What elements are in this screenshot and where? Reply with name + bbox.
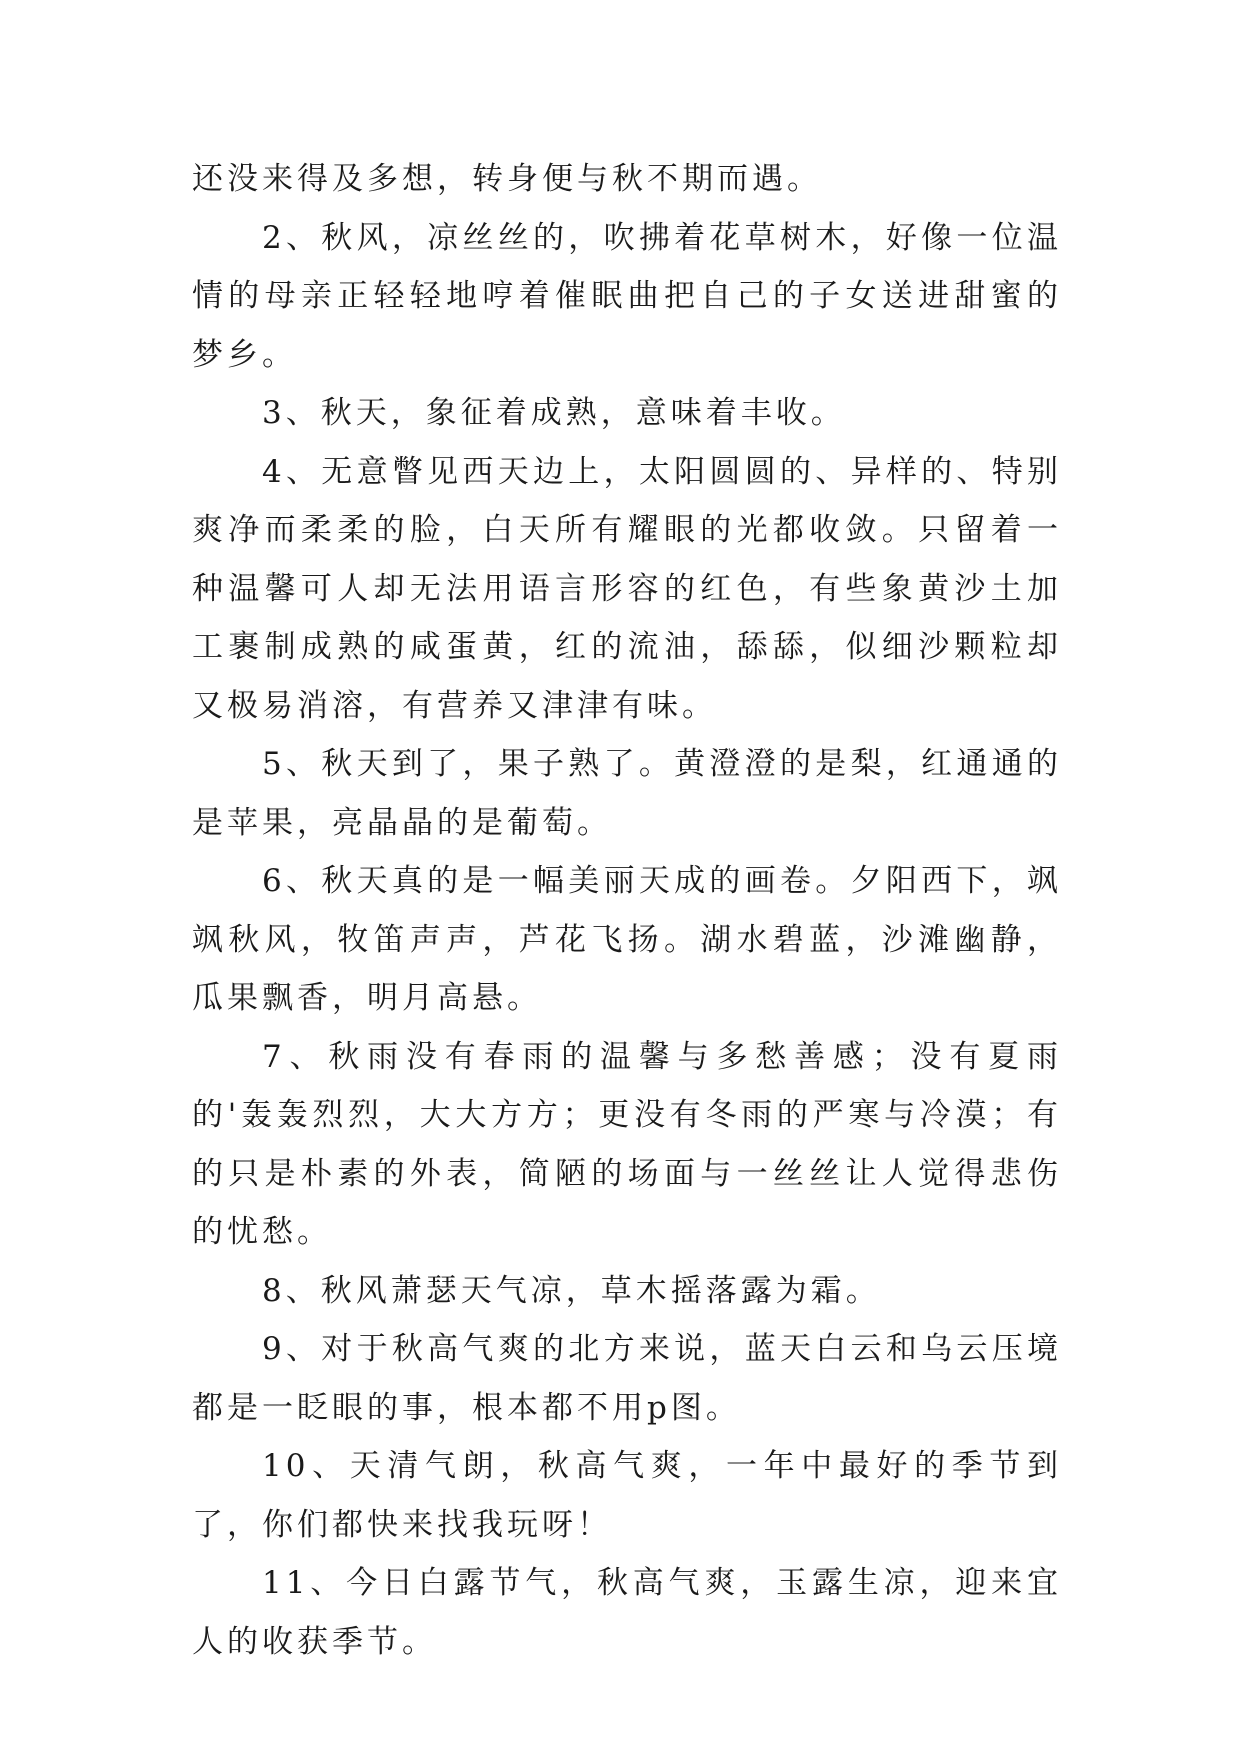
- paragraph-item-6: 6、秋天真的是一幅美丽天成的画卷。夕阳西下，飒飒秋风，牧笛声声，芦花飞扬。湖水碧蓝，沙滩幽静，瓜果飘香，明月高悬。: [192, 863, 1062, 1016]
- paragraph-item-11: 11、今日白露节气，秋高气爽，玉露生凉，迎来宜人的收获季节。: [192, 1565, 1062, 1660]
- document-body: [192, 150, 1062, 1671]
- paragraph-item-5: 5、秋天到了，果子熟了。黄澄澄的是梨，红通通的是苹果，亮晶晶的是葡萄。: [192, 746, 1062, 841]
- paragraph-item-10: 10、天清气朗，秋高气爽，一年中最好的季节到了，你们都快来找我玩呀！: [192, 1448, 1062, 1543]
- paragraph-item-7: 7、秋雨没有春雨的温馨与多愁善感；没有夏雨的'轰轰烈烈，大大方方；更没有冬雨的严寒与冷漠；有的只是朴素的外表，简陋的场面与一丝丝让人觉得悲伤的忧愁。: [192, 1038, 1062, 1250]
- paragraph-item-8: 8、秋风萧瑟天气凉，草木摇落露为霜。: [262, 1272, 881, 1309]
- paragraph-item-2: 2、秋风，凉丝丝的，吹拂着花草树木，好像一位温情的母亲正轻轻地哼着催眠曲把自己的子女送进甜蜜的梦乡。: [192, 219, 1062, 373]
- paragraph-continuation: 还没来得及多想，转身便与秋不期而遇。: [192, 161, 822, 197]
- paragraph-item-9: 9、对于秋高气爽的北方来说，蓝天白云和乌云压境都是一眨眼的事，根本都不用p图。: [192, 1331, 1062, 1426]
- paragraph-item-3: 3、秋天，象征着成熟，意味着丰收。: [262, 395, 846, 431]
- paragraph-item-4: 4、无意瞥见西天边上，太阳圆圆的、异样的、特别爽净而柔柔的脸，白天所有耀眼的光都收敛。只留着一种温馨可人却无法用语言形容的红色，有些象黄沙土加工裹制成熟的咸蛋黄，红的流油，舔舔，似细沙颗粒却又极易消溶，有营养又津津有味。: [192, 453, 1062, 724]
